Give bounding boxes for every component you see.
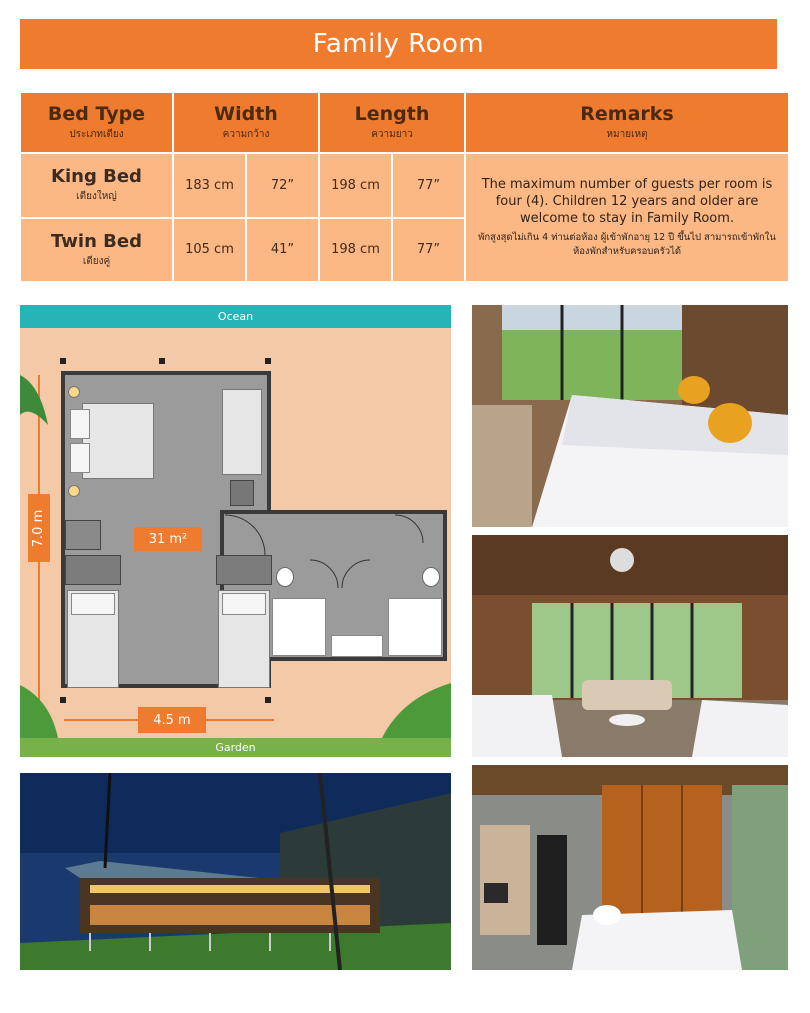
header-remarks: Remarks หมายเหตุ <box>465 92 789 153</box>
width-dimension: 4.5 m <box>138 707 206 733</box>
page-title: Family Room <box>20 19 777 69</box>
table-row <box>20 153 789 217</box>
bed-type-king: King Bed เตียงใหญ่ <box>20 153 173 217</box>
area-label: 31 m² <box>134 527 202 551</box>
pillow <box>71 593 115 615</box>
floor-plan <box>20 305 451 757</box>
remarks-thai: พักสูงสุดไม่เกิน 4 ท่านต่อห้อง ผู้เข้าพักอายุ 12 ปี ขึ้นไป สามารถเข้าพักในห้องพักสำหรับครอบครัวได้ <box>478 232 776 258</box>
palm-leaf-icon <box>20 365 50 445</box>
palm-leaf-icon <box>372 683 451 738</box>
table-header-row <box>20 92 789 153</box>
photo-interior-wood <box>472 765 788 970</box>
bed-type-twin: Twin Bed เตียงคู่ <box>20 218 173 282</box>
side-table <box>230 480 254 506</box>
width-cm: 105 cm <box>173 218 246 282</box>
length-cm: 198 cm <box>319 218 392 282</box>
header-length: Length ความยาว <box>319 92 465 153</box>
king-bed <box>82 403 154 479</box>
garden-label: Garden <box>20 738 451 757</box>
length-in: 77” <box>392 153 465 217</box>
width-in: 72” <box>246 153 319 217</box>
height-dimension: 7.0 m <box>28 494 50 562</box>
ocean-label: Ocean <box>20 305 451 328</box>
photo-twin-bedroom <box>472 535 788 757</box>
pillow <box>70 443 90 473</box>
width-cm: 183 cm <box>173 153 246 217</box>
header-bed-type: Bed Type ประเภทเตียง <box>20 92 173 153</box>
cabinet <box>65 555 121 585</box>
pillow <box>70 409 90 439</box>
photo-exterior-night <box>20 773 451 970</box>
header-width: Width ความกว้าง <box>173 92 319 153</box>
remarks-english: The maximum number of guests per room is four (4). Children 12 years and older are welcome to stay in Family Room. <box>481 177 773 227</box>
wardrobe <box>65 520 101 550</box>
remarks-cell <box>465 153 789 282</box>
palm-leaf-icon <box>20 680 60 738</box>
lamp-icon <box>68 386 80 398</box>
photo-king-bedroom <box>472 305 788 527</box>
lamp-icon <box>68 485 80 497</box>
sofa <box>222 389 262 475</box>
width-in: 41” <box>246 218 319 282</box>
room-spec-table <box>19 91 790 283</box>
length-cm: 198 cm <box>319 153 392 217</box>
length-in: 77” <box>392 218 465 282</box>
door-swings <box>220 510 447 661</box>
